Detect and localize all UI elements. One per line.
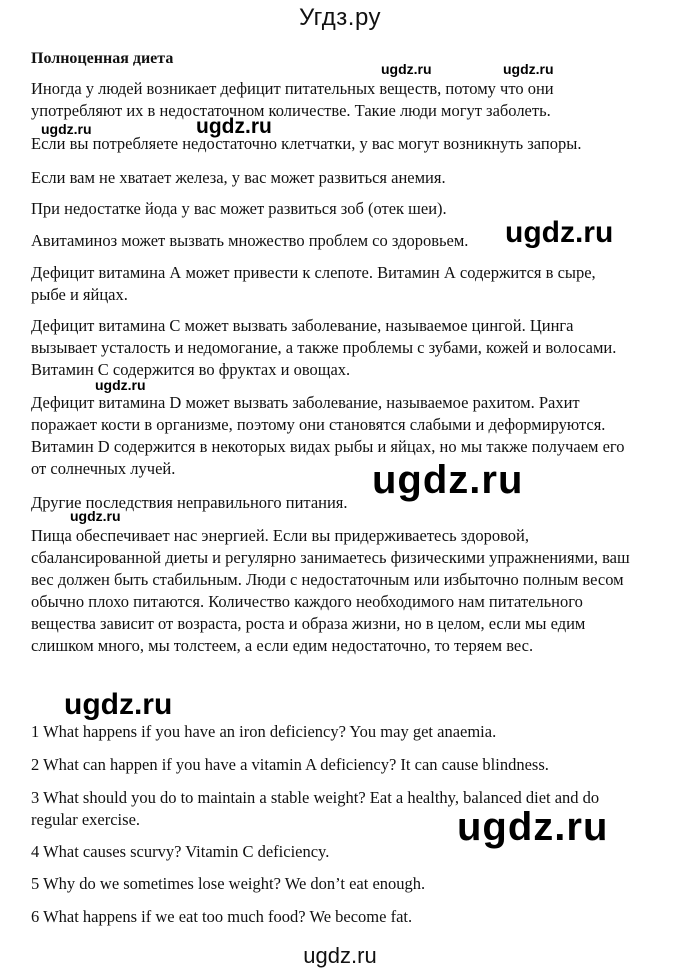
answer-2: 2 What can happen if you have a vitamin A deficiency? It can cause blindness. <box>31 755 549 774</box>
answer-4: 4 What causes scurvy? Vitamin C deficiency. <box>31 842 330 861</box>
answer-6: 6 What happens if we eat too much food? We become fat. <box>31 907 413 926</box>
watermark: ugdz.ru <box>381 61 432 77</box>
watermark: ugdz.ru <box>505 216 614 249</box>
answer-5: 5 Why do we sometimes lose weight? We don’t eat enough. <box>31 874 426 893</box>
paragraph-vitamin-c: Дефицит витамина С может вызвать заболевание, называемое цингой. Цинга вызывает усталость и недомогание, а также проблемы с зубами, кожей и волосами. Витамин С содержится во фруктах и овощах. <box>31 316 617 379</box>
footer-watermark: ugdz.ru <box>303 943 377 968</box>
paragraph-iodine: При недостатке йода у вас может развиться зоб (отек шеи). <box>31 199 447 218</box>
watermark: ugdz.ru <box>64 688 173 721</box>
watermark: ugdz.ru <box>70 508 121 524</box>
answer-1: 1 What happens if you have an iron deficiency? You may get anaemia. <box>31 722 497 741</box>
answer-3: 3 What should you do to maintain a stable weight? Eat a healthy, balanced diet and do regular exercise. <box>31 788 600 829</box>
watermark: ugdz.ru <box>457 805 609 849</box>
paragraph-intro: Иногда у людей возникает дефицит питательных веществ, потому что они употребляют их в недостаточном количестве. Такие люди могут заболеть. <box>31 79 554 120</box>
watermark: ugdz.ru <box>41 121 92 137</box>
paragraph-vitamin-a: Дефицит витамина А может привести к слепоте. Витамин А содержится в сыре, рыбе и яйцах. <box>31 263 596 304</box>
site-title: Угдз.ру <box>298 4 382 31</box>
paragraph-vitamin-d: Дефицит витамина D может вызвать заболевание, называемое рахитом. Рахит поражает кости в организме, поэтому они становятся слабыми и деформируются. Витамин D содержится в некоторых видах рыбы и яйцах, но мы также получаем его от солнечных лучей. <box>31 393 625 478</box>
paragraph-iron: Если вам не хватает железа, у вас может развиться анемия. <box>31 168 446 187</box>
watermark: ugdz.ru <box>372 458 524 502</box>
watermark: ugdz.ru <box>503 61 554 77</box>
paragraph-other-effects: Другие последствия неправильного питания. <box>31 493 348 512</box>
paragraph-fiber: Если вы потребляете недостаточно клетчатки, у вас могут возникнуть запоры. <box>31 134 582 153</box>
paragraph-avitaminosis: Авитаминоз может вызвать множество проблем со здоровьем. <box>31 231 469 250</box>
watermark: ugdz.ru <box>196 115 272 138</box>
section-heading: Полноценная диета <box>31 50 174 67</box>
watermark: ugdz.ru <box>95 377 146 393</box>
paragraph-energy: Пища обеспечивает нас энергией. Если вы придерживаетесь здоровой, сбалансированной диеты и регулярно занимаетесь физическими упражнениями, ваш вес должен быть стабильным. Люди с недостаточным или избыточно полным весом обычно плохо питаются. Количество каждого необходимого нам питательного вещества зависит от возраста, роста и образа жизни, но в целом, если мы едим слишком много, мы толстеем, а если едим недостаточно, то теряем вес. <box>31 526 630 655</box>
